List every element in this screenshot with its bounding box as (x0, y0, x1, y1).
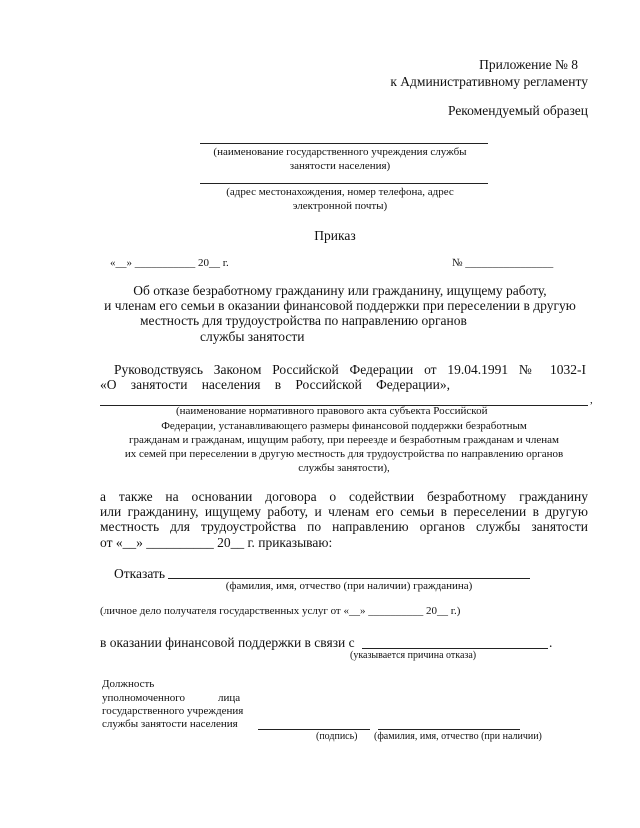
agreement-line-4: от «__» __________ 20__ г. приказываю: (100, 535, 333, 550)
official-name-caption: (фамилия, имя, отчество (при наличии) (374, 731, 542, 742)
institution-address-caption-1: (адрес местонахождения, номер телефона, адрес (226, 186, 454, 198)
reason-line[interactable] (362, 648, 548, 649)
official-name-line[interactable] (378, 729, 520, 730)
regulation-reference: к Административному регламенту (390, 74, 588, 89)
position-line-4: службы занятости населения (102, 718, 238, 730)
institution-address-line[interactable] (200, 183, 488, 184)
normative-act-caption-2: Федерации, устанавливающего размеры финансовой поддержки безработным (161, 420, 527, 432)
position-line-3: государственного учреждения (102, 705, 244, 717)
personal-file[interactable]: (личное дело получателя государственных услуг от «__» __________ 20__ г.) (100, 605, 461, 617)
normative-act-caption-5: службы занятости), (298, 462, 390, 474)
normative-act-caption-4: их семей при переселении в другую местность для трудоустройства по направлению органов (124, 448, 564, 460)
reason-text: в оказании финансовой поддержки в связи с (100, 635, 355, 650)
refuse-label: Отказать (114, 566, 166, 581)
agreement-line-2: или гражданину, ищущему работу, и членам его семьи в переселении в другую (100, 504, 588, 519)
appendix-number: Приложение № 8 (479, 57, 578, 72)
reason-period: . (549, 635, 553, 650)
order-title: Приказ (314, 228, 356, 243)
normative-act-caption-1: (наименование нормативного правового акта субъекта Российской (176, 405, 488, 417)
citizen-name-caption: (фамилия, имя, отчество (при наличии) гражданина) (225, 580, 473, 592)
agreement-line-1: а также на основании договора о содействии безработному гражданину (100, 489, 588, 504)
order-date[interactable]: «__» ___________ 20__ г. (110, 257, 229, 269)
subject-line-4: службы занятости (200, 329, 305, 344)
basis-line-2: «О занятости населения в Российской Федерации», (100, 377, 450, 392)
subject-line-2: и членам его семьи в оказании финансовой поддержки при переселении в другую (104, 298, 576, 313)
order-number[interactable]: № ________________ (452, 257, 554, 269)
agreement-line-3: местность для трудоустройства по направлению органов службы занятости (100, 519, 588, 534)
position-line-2b: лица (218, 692, 241, 704)
signature-caption: (подпись) (316, 731, 358, 742)
signature-line[interactable] (258, 729, 370, 730)
normative-act-caption-3: гражданам и гражданам, ищущим работу, при переезде и безработным гражданам и членам (129, 434, 559, 446)
normative-act-comma: , (590, 394, 593, 406)
position-line-1: Должность (102, 678, 155, 690)
citizen-name-line[interactable] (168, 578, 530, 579)
institution-name-caption-1: (наименование государственного учреждения службы (213, 146, 467, 158)
institution-name-caption-2: занятости населения) (289, 160, 391, 172)
subject-line-1: Об отказе безработному гражданину или гражданину, ищущему работу, (133, 283, 547, 298)
reason-caption: (указывается причина отказа) (350, 650, 477, 661)
position-line-2a: уполномоченного (102, 692, 186, 704)
sample-label: Рекомендуемый образец (447, 103, 588, 118)
subject-line-3: местность для трудоустройства по направлению органов (140, 313, 467, 328)
basis-line-1: Руководствуясь Законом Российской Федерации от 19.04.1991 № 1032-I (114, 362, 586, 377)
institution-address-caption-2: электронной почты) (292, 200, 388, 212)
institution-name-line[interactable] (200, 143, 488, 144)
